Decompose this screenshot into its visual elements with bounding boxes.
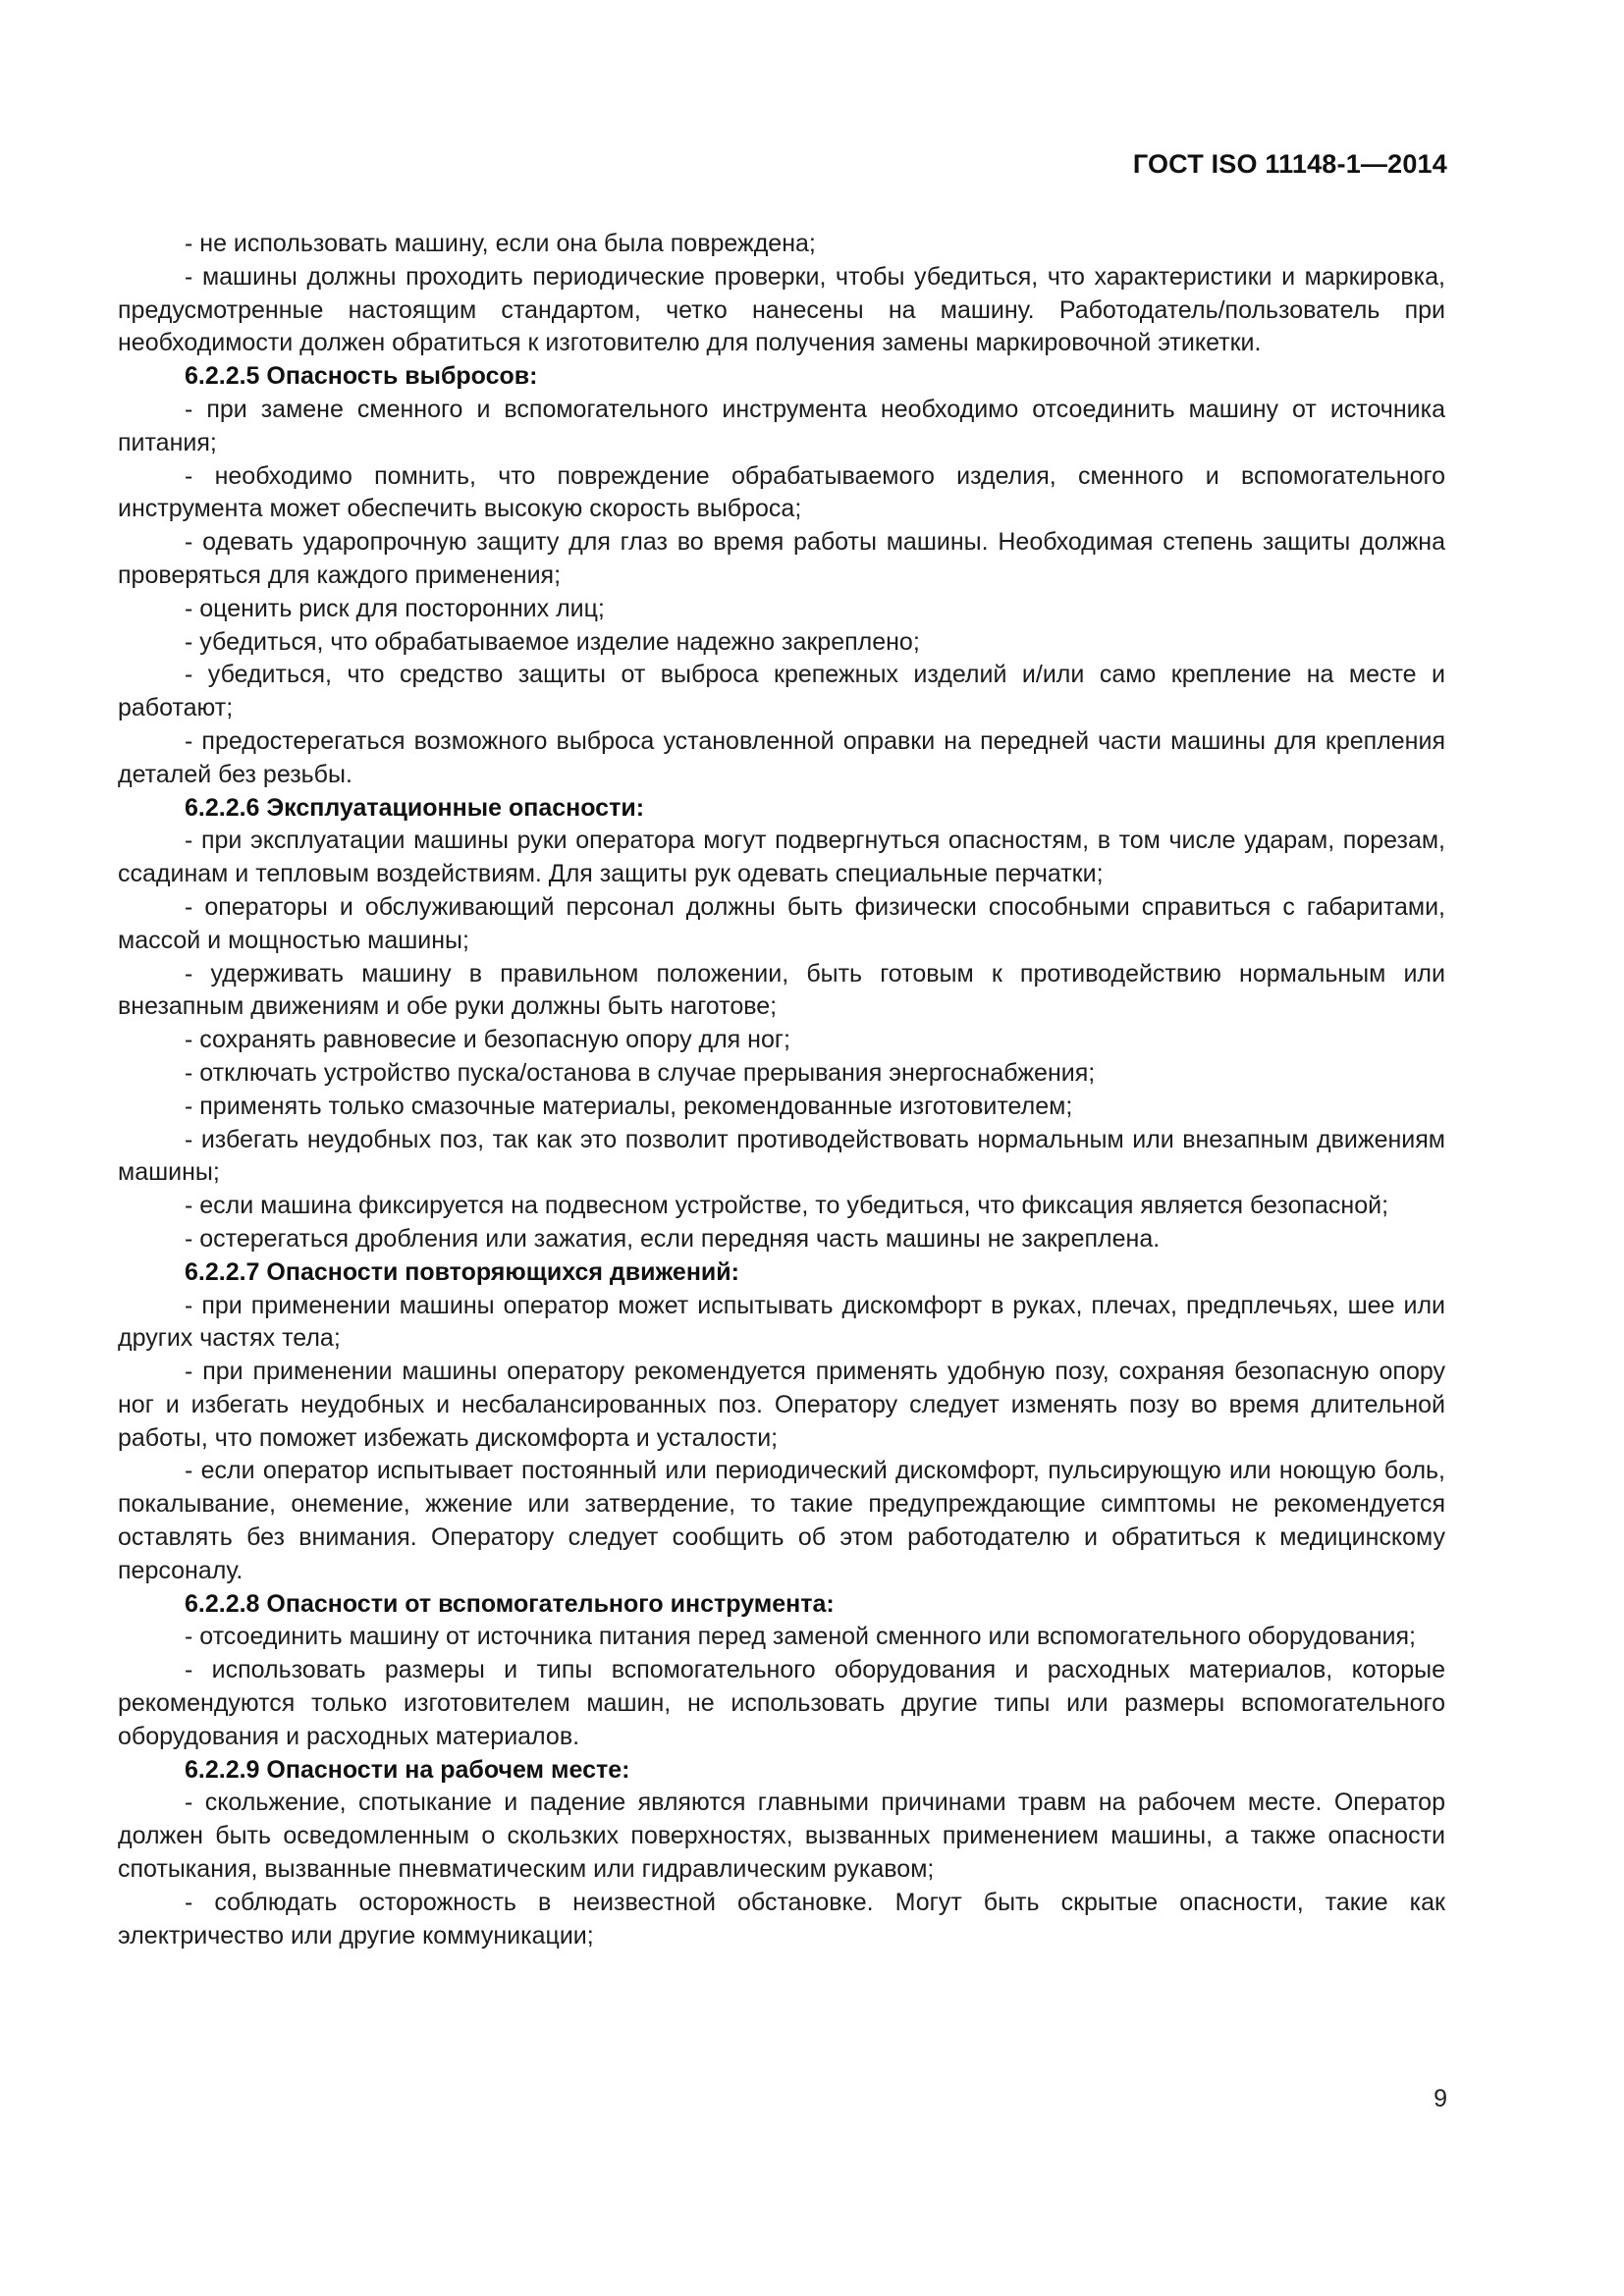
paragraph: - одевать ударопрочную защиту для глаз во время работы машины. Необходимая степень защиты должна проверяться для каждого применения;: [118, 528, 1445, 589]
paragraph: - предостерегаться возможного выброса установленной оправки на передней части машины для крепления деталей без резьбы.: [118, 726, 1445, 788]
paragraph: - избегать неудобных поз, так как это позволит противодействовать нормальным или внезапным движениям машины;: [118, 1125, 1445, 1187]
paragraph: - оценить риск для посторонних лиц;: [185, 594, 605, 622]
paragraph: - при применении машины оператор может испытывать дискомфорт в руках, плечах, предплечьях, шее или других частях тела;: [118, 1291, 1445, 1353]
paragraph: - использовать размеры и типы вспомогательного оборудования и расходных материалов, которые рекомендуются только изготовителем машин, не использовать другие типы или размеры вспомогательного оборудования и расходных материалов.: [118, 1656, 1445, 1750]
paragraph: - отсоединить машину от источника питания перед заменой сменного или вспомогательного оборудования;: [185, 1623, 1416, 1651]
paragraph: - соблюдать осторожность в неизвестной обстановке. Могут быть скрытые опасности, такие как электричество или другие коммуникации;: [118, 1888, 1445, 1949]
paragraph: - при применении машины оператору рекомендуется применять удобную позу, сохраняя безопасную опору ног и избегать неудобных и несбалансированных поз. Оператору следует изменять позу во время длительной работы, что поможет избежать дискомфорта и усталости;: [118, 1358, 1445, 1452]
paragraph: - применять только смазочные материалы, рекомендованные изготовителем;: [185, 1092, 1073, 1120]
document-body: [118, 228, 1445, 1952]
document-id: ГОСТ ISO 11148-1—2014: [1132, 149, 1447, 179]
paragraph: - необходимо помнить, что повреждение обрабатываемого изделия, сменного и вспомогательного инструмента может обеспечить высокую скорость выброса;: [118, 461, 1445, 523]
section-heading: 6.2.2.6 Эксплуатационные опасности:: [185, 793, 645, 822]
paragraph: - удерживать машину в правильном положении, быть готовым к противодействию нормальным или внезапным движениям и обе руки должны быть наготове;: [118, 959, 1445, 1021]
paragraph: - убедиться, что средство защиты от выброса крепежных изделий и/или само крепление на месте и работают;: [118, 661, 1445, 722]
section-heading: 6.2.2.7 Опасности повторяющихся движений:: [185, 1257, 739, 1286]
paragraph: - скольжение, спотыкание и падение являются главными причинами травм на рабочем месте. Оператор должен быть осведомленным о скользких поверхностях, вызванных применением машины, а также опасности спотыкания, вызванные пневматическим или гидравлическим рукавом;: [118, 1789, 1445, 1884]
paragraph: - при эксплуатации машины руки оператора могут подвергнуться опасностям, в том числе ударам, порезам, ссадинам и тепловым воздействиям. Для защиты рук одевать специальные перчатки;: [118, 827, 1445, 888]
section-heading: 6.2.2.8 Опасности от вспомогательного инструмента:: [185, 1589, 835, 1618]
paragraph: - убедиться, что обрабатываемое изделие надежно закреплено;: [185, 627, 920, 656]
section-heading: 6.2.2.5 Опасность выбросов:: [185, 362, 538, 391]
paragraph: - при замене сменного и вспомогательного инструмента необходимо отсоединить машину от источника питания;: [118, 395, 1445, 456]
paragraph: - сохранять равновесие и безопасную опору для ног;: [185, 1026, 790, 1054]
paragraph: - остерегаться дробления или зажатия, если передняя часть машины не закреплена.: [185, 1224, 1161, 1253]
paragraph: - отключать устройство пуска/останова в случае прерывания энергоснабжения;: [185, 1058, 1096, 1087]
section-heading: 6.2.2.9 Опасности на рабочем месте:: [185, 1755, 630, 1784]
paragraph: - если машина фиксируется на подвесном устройстве, то убедиться, что фиксация является безопасной;: [185, 1192, 1389, 1220]
page-number: 9: [1434, 2085, 1447, 2112]
paragraph: - не использовать машину, если она была повреждена;: [185, 230, 816, 257]
paragraph: - если оператор испытывает постоянный или периодический дискомфорт, пульсирующую или ноющую боль, покалывание, онемение, жжение или затвердение, то такие предупреждающие симптомы не рекомендуется оставлять без внимания. Оператору следует сообщить об этом работодателю и обратиться к медицинскому персоналу.: [118, 1457, 1445, 1584]
paragraph: - машины должны проходить периодические проверки, чтобы убедиться, что характеристики и маркировка, предусмотренные настоящим стандартом, четко нанесены на машину. Работодатель/пользователь при необходимости должен обратиться к изготовителю для получения замены маркировочной этикетки.: [118, 262, 1445, 357]
paragraph: - операторы и обслуживающий персонал должны быть физически способными справиться с габаритами, массой и мощностью машины;: [118, 892, 1445, 954]
